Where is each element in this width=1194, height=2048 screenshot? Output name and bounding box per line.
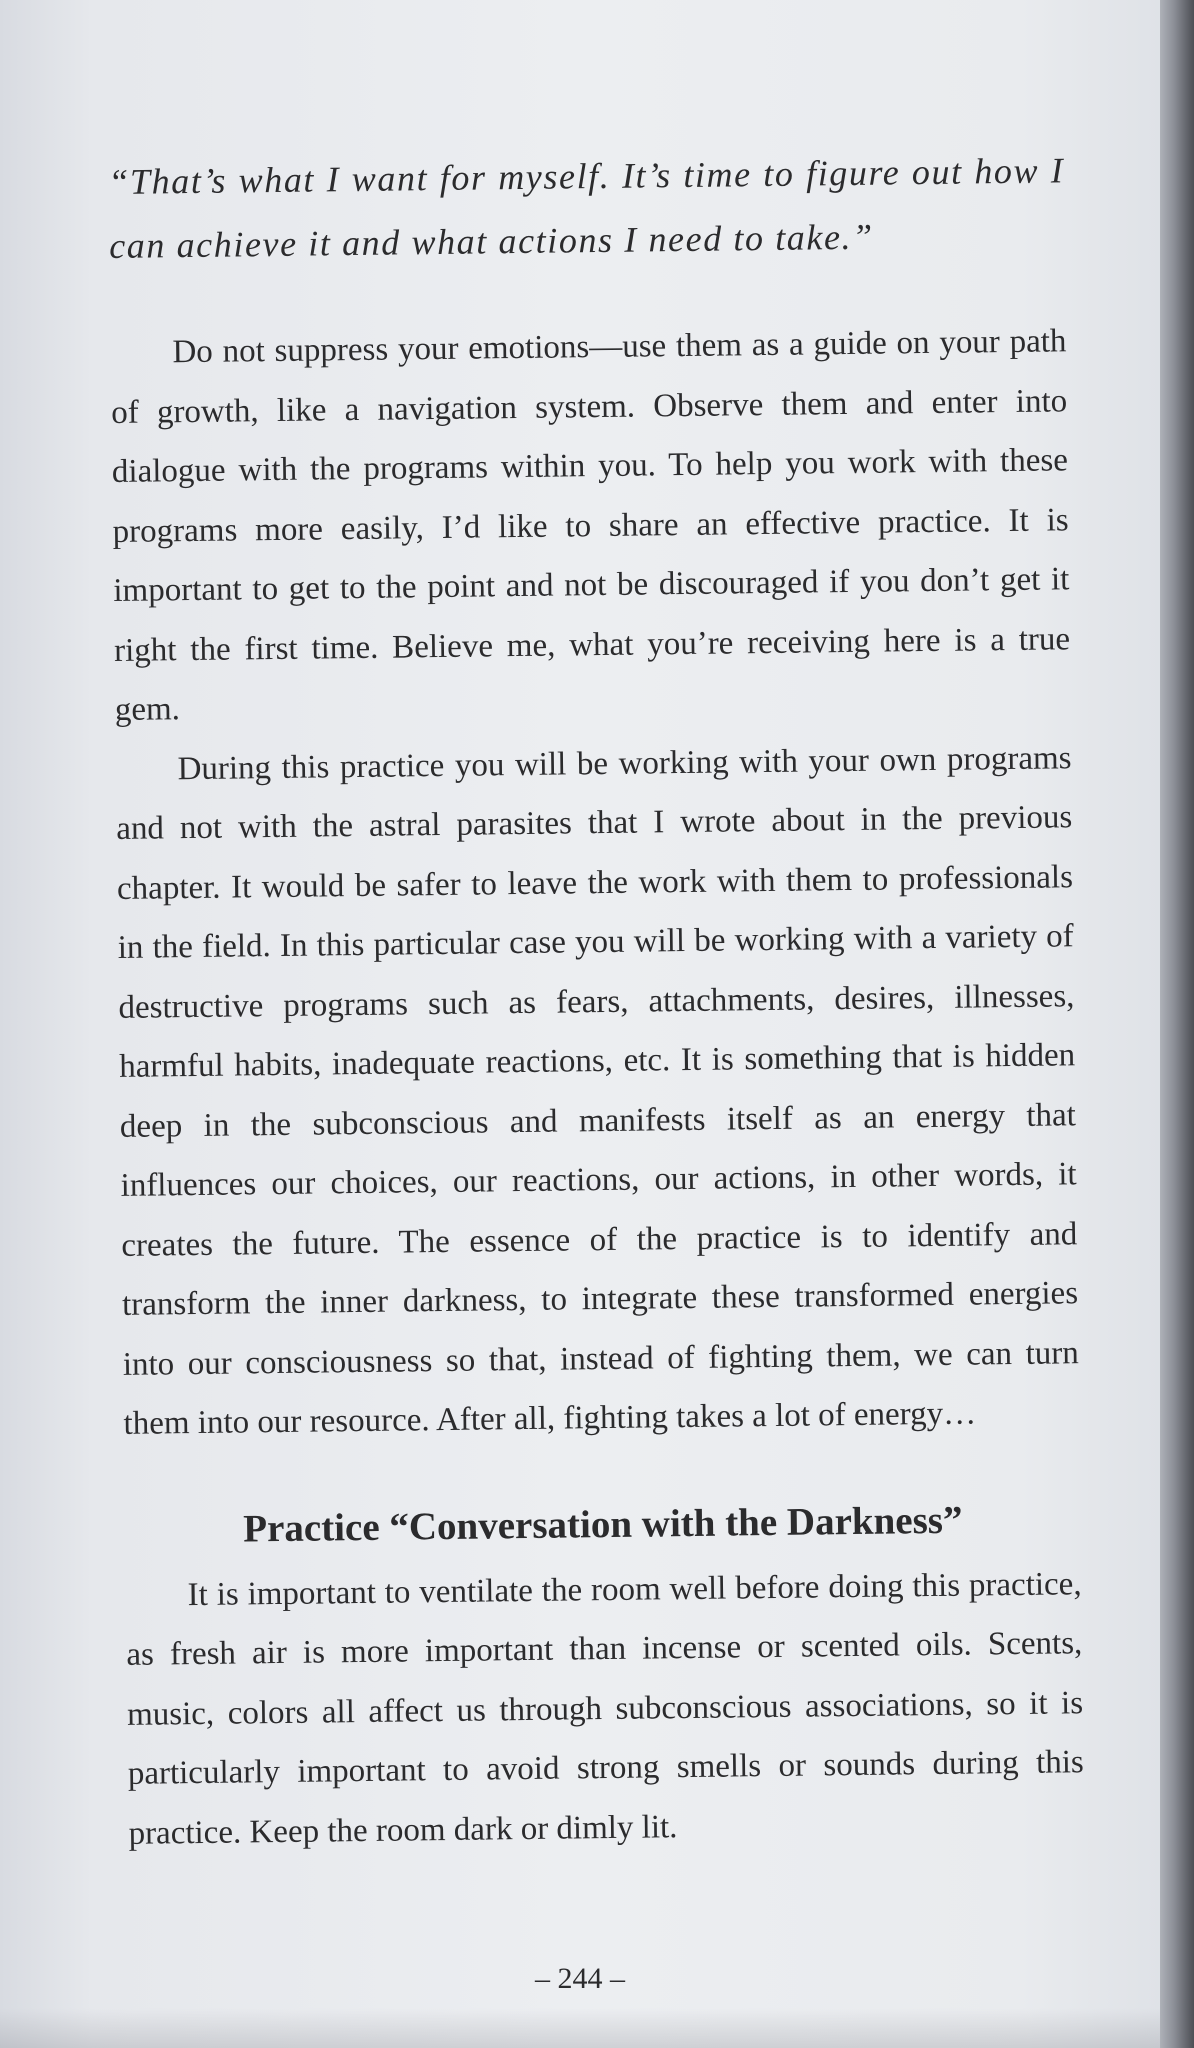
- page-text-block: [108, 138, 1085, 1864]
- body-paragraph-1: Do not suppress your emotions—use them as a guide on your path of growth, like a navigation system. Observe them and enter into dialogue with the programs within you. To help you work with these programs more easily, I’d like to share an effective practice. It is important to get to the point and not be discouraged if you don’t get it right the first time. Believe me, what you’re receiving here is a true gem.: [110, 323, 1071, 728]
- page-bottom-shadow: [0, 2008, 1160, 2048]
- section-heading: Practice “Conversation with the Darkness”: [242, 1498, 963, 1550]
- book-page-edge: [1160, 0, 1194, 2048]
- body-paragraph-2: During this practice you will be working with your own programs and not with the astral parasites that I wrote about in the previous chapter. It would be safer to leave the work with them to professionals in the field. In this particular case you will be working with a variety of destructive programs such as fears, attachments, desires, illnesses, harmful habits, inadequate reactions, etc. It is something that is hidden deep in the subconscious and manifests itself as an energy that influences our choices, our reactions, our actions, in other words, it creates the future. The essence of the practice is to identify and transform the inner darkness, to integrate these transformed energies into our consciousness so that, instead of fighting them, we can turn them into our resource. After all, fighting takes a lot of energy…: [116, 739, 1079, 1442]
- page-number: – 244 –: [535, 1962, 625, 1995]
- quote-paragraph: “That’s what I want for myself. It’s time to figure out how I can achieve it and what actions I need to take.”: [108, 150, 1065, 266]
- section-paragraph: It is important to ventilate the room well before doing this practice, as fresh air is more important than incense or scented oils. Scents, music, colors all affect us through subconscious associations, so it is particularly important to avoid strong smells or sounds during this practice. Keep the room dark or dimly lit.: [126, 1565, 1084, 1852]
